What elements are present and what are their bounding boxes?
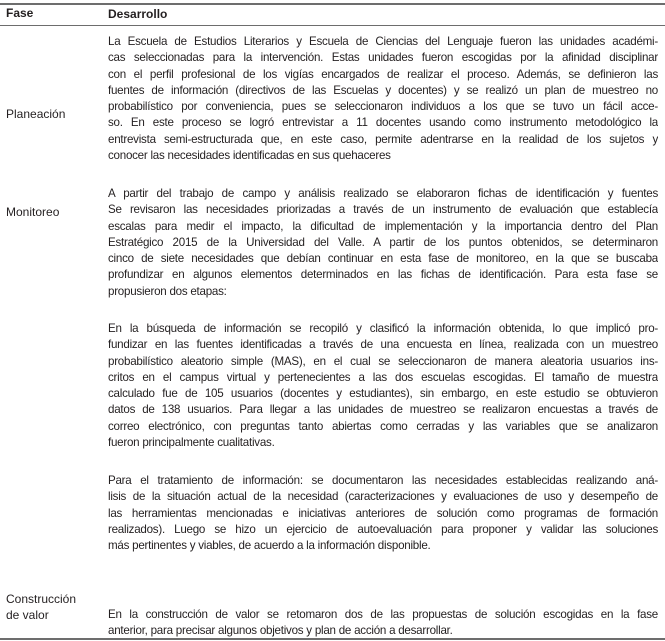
header-desarrollo: Desarrollo [108,7,168,21]
text-line: Estratégico 2015 de la Universidad del Valle. A partir de los puntos obtenidos, se determinaron [108,235,658,249]
text-line: critos en el campus virtual y pertenecientes a las dos escuelas escogidas. El tamaño de muestra [108,370,658,384]
text-line: datos de 138 usuarios. Para llegar a las unidades de muestreo se realizaron encuestas a través de [108,403,658,417]
bottom-rule [0,638,665,640]
text-line: fuentes de información (directivos de las Escuelas y docentes) y se realizó un plan de muestreo no [108,83,658,97]
construccion-paragraph [108,607,658,640]
text-line: calculado fue de 105 usuarios (docentes y estudiantes), sin embargo, en este estudio se obtuvieron [108,387,658,401]
phase-label-monitoreo: Monitoreo [6,205,60,219]
phase-label-line: Construcción [6,592,77,606]
monitoreo-paragraph-1 [108,186,658,300]
text-line: realizados). Luego se hizo un ejercicio de autoevaluación para proponer y validar las soluciones [108,522,658,536]
text-line: Se revisaron las necesidades priorizadas a través de un instrumento de evaluación que establecía [108,203,658,217]
text-line: más pertinentes y viables, de acuerdo a la información disponible. [108,539,431,553]
header-rule [0,25,665,26]
text-line: entrevista semi-estructurada que, en este caso, permite adentrarse en la realidad de los sujetos y [108,132,658,146]
text-line: escalas para medir el impacto, la dificultad de implementación y la importancia dentro del Plan [108,219,658,233]
text-line: probabilístico por conveniencia, pues se seleccionaron individuos a los que se tuvo un fácil acce- [108,100,658,114]
text-line: En la búsqueda de información se recopiló y clasificó la información obtenida, lo que implicó pro- [108,322,658,335]
phase-label-line: de valor [6,608,49,622]
text-line: correo electrónico, con preguntas tanto abiertas como cerradas y las variables que se analizaron [108,419,658,433]
text-line: cas seleccionadas para la intervención. Estas unidades fueron escogidas por la afinidad disciplinar [108,51,658,65]
text-line: La Escuela de Estudios Literarios y Escuela de Ciencias del Lenguaje fueron las unidades académi- [108,35,658,48]
text-line: profundizar en algunos elementos determinados en las fichas de identificación. Para esta fase se [108,268,658,282]
monitoreo-paragraph-3 [108,473,658,554]
top-rule [0,3,665,5]
header-fase: Fase [6,6,34,20]
phase-label-construccion [6,591,76,623]
text-line: fueron principalmente cualitativas. [108,436,275,450]
text-line: Para el tratamiento de información: se documentaron las necesidades establecidas realizando aná- [108,474,658,487]
text-line: con el perfil profesional de los vigías encargados de realizar el proceso. Además, se definieron las [108,67,658,81]
phase-label-planeacion: Planeación [6,107,66,121]
text-line: conocer las necesidades identificadas en sus quehaceres [108,149,391,163]
text-line: anterior, para precisar algunos objetivos y plan de acción a desarrollar. [108,624,453,638]
planeacion-paragraph [108,34,658,164]
text-line: En la construcción de valor se retomaron dos de las propuestas de solución escogidas en la fase [108,608,658,621]
text-line: propusieron dos etapas: [108,284,227,298]
text-line: A partir del trabajo de campo y análisis realizado se elaboraron fichas de identificación y fuentes [108,187,658,200]
text-line: fundizar en las fuentes identificadas a través de una encuesta en línea, realizada con un muestreo [108,338,658,352]
text-line: cinco de siete necesidades que debían continuar en esta fase de monitoreo, en la que se buscaba [108,252,658,266]
text-line: las herramientas mencionadas e iniciativas anteriores de solución como programas de formación [108,506,658,520]
monitoreo-paragraph-2 [108,321,658,451]
text-line: lisis de la situación actual de la necesidad (caracterizaciones y evaluaciones de uso y desempeño de [108,490,658,504]
text-line: so. En este proceso se logró entrevistar a 11 docentes usando como instrumento metodológico la [108,116,658,130]
text-line: probabilístico aleatorio simple (MAS), en el cual se seleccionaron de manera aleatoria usuarios ins- [108,354,658,368]
